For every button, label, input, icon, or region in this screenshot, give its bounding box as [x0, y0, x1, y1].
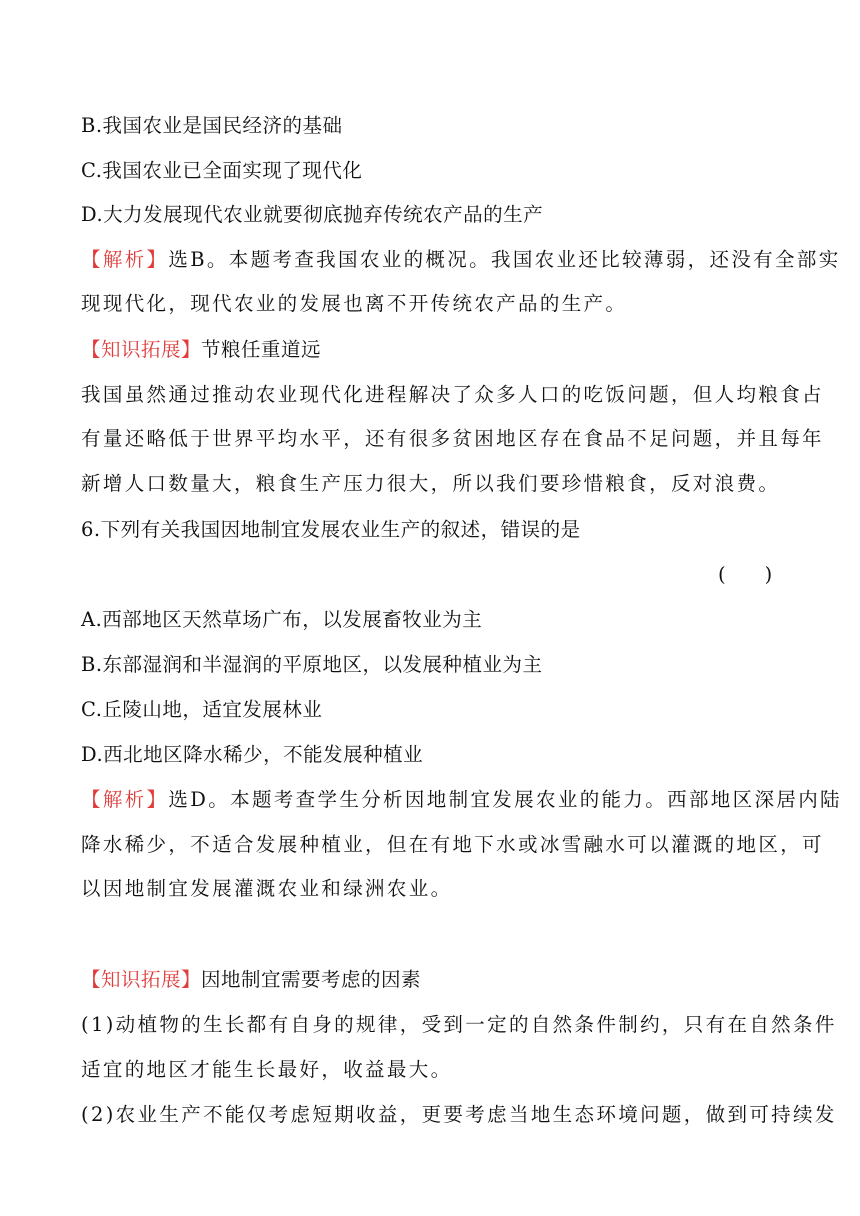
- q5-extension-line-2: 有量还略低于世界平均水平，还有很多贫困地区存在食品不足问题，并且每年: [81, 427, 824, 450]
- q6-option-a: A.西部地区天然草场广布，以发展畜牧业为主: [81, 608, 483, 631]
- q5-analysis-line-2: 现现代化，现代农业的发展也离不开传统农产品的生产。: [81, 292, 628, 315]
- q5-option-d: D.大力发展现代农业就要彻底抛弃传统农产品的生产: [81, 203, 544, 226]
- q6-analysis-line-3: 以因地制宜发展灌溉农业和绿洲农业。: [81, 877, 453, 900]
- q5-extension-line-3: 新增人口数量大，粮食生产压力很大，所以我们要珍惜粮食，反对浪费。: [81, 472, 781, 495]
- q6-extension-item-2-line-1: (2)农业生产不能仅考虑短期收益，更要考虑当地生态环境问题，做到可持续发: [81, 1103, 837, 1126]
- q5-analysis-text-1: 选B。本题考查我国农业的概况。我国农业还比较薄弱，还没有全部实: [168, 248, 841, 271]
- q5-knowledge-extension-tag: 【知识拓展】: [81, 338, 202, 361]
- q6-analysis-text-1: 选D。本题考查学生分析因地制宜发展农业的能力。西部地区深居内陆: [168, 788, 842, 811]
- q6-analysis-tag: 【解析】: [81, 788, 169, 811]
- q6-answer-blank: ( ): [718, 563, 773, 586]
- q5-knowledge-extension-heading: [81, 336, 800, 364]
- q6-question: 6.下列有关我国因地制宜发展农业生产的叙述，错误的是: [81, 518, 581, 541]
- q5-analysis-line-1: [81, 246, 841, 274]
- q6-option-d: D.西北地区降水稀少，不能发展种植业: [81, 743, 424, 766]
- q5-analysis-tag: 【解析】: [81, 248, 169, 271]
- q6-knowledge-extension-title: 因地制宜需要考虑的因素: [201, 968, 422, 991]
- q6-option-c: C.丘陵山地，适宜发展林业: [81, 698, 323, 721]
- q6-extension-item-1-line-1: (1)动植物的生长都有自身的规律，受到一定的自然条件制约，只有在自然条件: [81, 1013, 837, 1036]
- q6-extension-item-1-line-2: 适宜的地区才能生长最好，收益最大。: [81, 1058, 453, 1081]
- q6-knowledge-extension-heading: [81, 966, 800, 994]
- q6-analysis-line-1: [81, 786, 842, 814]
- q5-option-c: C.我国农业已全面实现了现代化: [81, 159, 363, 182]
- q6-option-b: B.东部湿润和半湿润的平原地区，以发展种植业为主: [81, 653, 543, 676]
- q5-knowledge-extension-title: 节粮任重道远: [201, 338, 322, 361]
- q6-knowledge-extension-tag: 【知识拓展】: [81, 968, 202, 991]
- q5-extension-line-1: 我国虽然通过推动农业现代化进程解决了众多人口的吃饭问题，但人均粮食占: [81, 383, 824, 406]
- q6-analysis-line-2: 降水稀少，不适合发展种植业，但在有地下水或冰雪融水可以灌溉的地区，可: [81, 833, 824, 856]
- q5-option-b: B.我国农业是国民经济的基础: [81, 114, 343, 137]
